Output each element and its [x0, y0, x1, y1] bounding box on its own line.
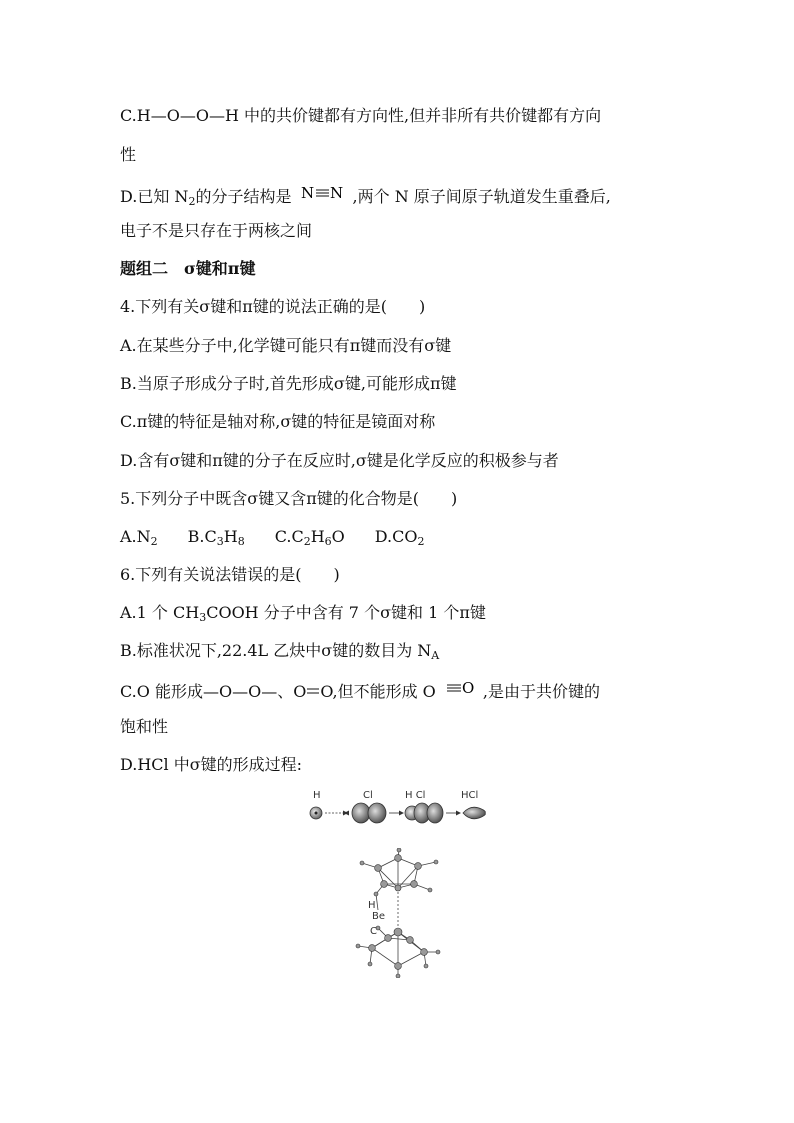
cl-orbital-lobe-right	[368, 803, 386, 823]
hcl-fig-h-label: H	[313, 790, 321, 801]
question-6-option-b: B.标准状况下,22.4L 乙炔中σ键的数目为 $N_A$	[120, 641, 440, 662]
option-d-text-pre: D.已知 N	[120, 187, 189, 206]
question-6-option-c-line2: 饱和性	[120, 717, 169, 736]
option-d-text-post: ,两个 N 原子间原子轨道发生重叠后,	[352, 187, 611, 206]
question-4-stem: 4.下列有关σ键和π键的说法正确的是( )	[120, 297, 426, 316]
n2-right-atom: N	[329, 184, 343, 202]
hcl-molecule-orbital	[463, 807, 485, 819]
hcl-fig-hcl-label: HCl	[461, 790, 479, 801]
option-d-text-mid: 的分子结构是	[195, 187, 292, 206]
hcl-fig-cl-label: Cl	[363, 790, 373, 801]
question-6-option-c-line1	[120, 679, 600, 706]
molecule-h-label: H	[368, 900, 376, 911]
hcl-sigma-bond-figure	[305, 786, 495, 830]
o-atom: O	[461, 679, 475, 697]
question-5-options	[120, 527, 424, 547]
question-6-option-a: A.1 个 $CH_3COOH$ 分子中含有 7 个σ键和 1 个π键	[120, 603, 486, 624]
triple-bond-o-formula	[441, 679, 483, 706]
question-4-option-a: A.在某些分子中,化学键可能只有π键而没有σ键	[120, 336, 452, 355]
q5-option-b: $B.C_3H_8$	[187, 527, 245, 548]
n2-triple-bond-formula	[297, 184, 353, 211]
q5-option-d: $D.CO_2$	[374, 527, 425, 548]
cl-orbital-lobe-left	[352, 803, 370, 823]
q3-option-c-line2: 性	[120, 145, 137, 164]
overlap-cl-lobe-right	[427, 803, 443, 823]
q5-option-c: $C.C_2H_6O$	[274, 527, 345, 548]
option-d-sub: 2	[188, 195, 196, 208]
question-4-option-b: B.当原子形成分子时,首先形成σ键,可能形成π键	[120, 374, 457, 393]
n2-left-atom: N	[300, 184, 314, 202]
group-heading: 题组二 σ键和π键	[120, 259, 256, 278]
q6c-text-mid: O,但不能形成 O	[320, 682, 436, 701]
q6c-text-post: ,是由于共价键的	[482, 682, 600, 701]
question-6-stem: 6.下列有关说法错误的是( )	[120, 565, 340, 584]
q3-option-d-line2: 电子不是只存在于两核之间	[120, 221, 313, 240]
q3-option-c-line1: C.H—O—O—H 中的共价键都有方向性,但并非所有共价键都有方向	[120, 106, 602, 125]
q3-option-d-line1	[120, 184, 611, 211]
question-4-option-c: C.π键的特征是轴对称,σ键的特征是镜面对称	[120, 412, 436, 431]
q5-option-a: $A.N_2$	[120, 527, 158, 548]
double-bond-mark	[306, 683, 320, 703]
q6c-text-pre: C.O 能形成—O—O—、O	[120, 682, 307, 701]
molecule-c-label: C	[370, 926, 377, 937]
hcl-fig-hcl-mid-label: H Cl	[405, 790, 426, 801]
question-6-option-d: D.HCl 中σ键的形成过程:	[120, 755, 303, 774]
question-5-stem: 5.下列分子中既含σ键又含π键的化合物是( )	[120, 489, 458, 508]
sandwich-molecule-figure	[348, 848, 448, 982]
question-4-option-d: D.含有σ键和π键的分子在反应时,σ键是化学反应的积极参与者	[120, 451, 559, 470]
molecule-be-label: Be	[372, 911, 386, 922]
